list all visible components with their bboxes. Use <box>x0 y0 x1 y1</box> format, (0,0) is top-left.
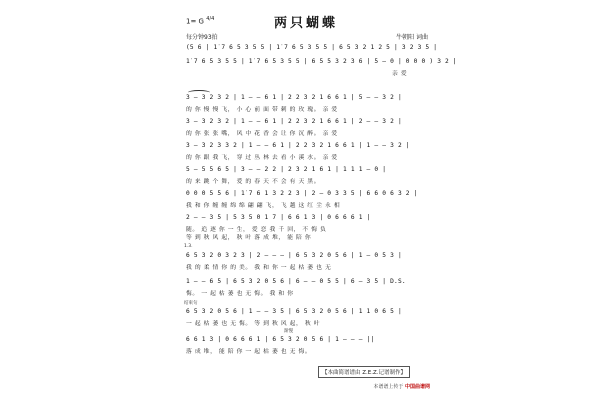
system-5-lyric: 我 和 你 缠 缠 绵 绵 翩 翩 飞， 飞 越 这 红 尘 永 相 <box>186 203 341 209</box>
transcriber-credit: 【本曲简谱谱由 Z.E.Z.记谱制作】 <box>318 366 410 378</box>
system-6-notes: 2 – – 3 5 | 5 3 5 0 1 7 | 6 6 1 3 | 0 6 6 6 1 | <box>186 214 371 221</box>
system-7-notes: 6 5 3 2 0 3 2 3 | 2 – – – | 6 5 3 2 0 5 6 | 1 – 0 5 3 | <box>186 252 402 259</box>
system-9-notes: 6 5 3 2 0 5 6 | 1 – – 3 5 | 6 5 3 2 0 5 6 | 1 1 0 6 5 | <box>186 308 402 315</box>
composer-credit: 牛朝阳 词曲 <box>396 34 428 41</box>
system-1-notes: 3 – 3 2 3 2 | 1 – – 6 1 | 2 2 3 2 1 6 6 1 | 5 – – 3 2 | <box>186 94 402 101</box>
system-7-lyric: 我 的 柔 情 你 的 美。 我 和 你 一 起 枯 萎 也 无 <box>186 265 332 271</box>
system-8-lyric: 悔。 一 起 枯 萎 也 无 悔。 我 和 你 <box>186 291 294 297</box>
tempo-change-marker: 渐慢 <box>284 329 293 334</box>
system-6-lyric-1: 随。 追 逐 你 一 生， 爱 恋 我 千 回， 不 悔 负 <box>186 227 327 233</box>
system-9-lyric: 一 起 枯 萎 也 无 悔。 等 到 秋 风 起， 秋 叶 <box>186 321 321 327</box>
volta-marker: 1.3. <box>184 244 193 249</box>
tempo-marking: 每分钟93拍 <box>186 34 218 41</box>
intro-notes-2: 1̇ 7 6 5 3 5 5 | 1̇ 7 6 5 3 5 5 | 6 5 5 3 2 3 6 | 5 – 0 | 0 0 0 ) 3 2 | <box>186 58 457 65</box>
system-8-notes: 1 – – 6 5 | 6 5 3 2 0 5 6 | 6 – – 0 5 5 | 6 – 3 5 | D.S. <box>186 278 406 285</box>
score-title: 两只蝴蝶 <box>273 16 338 31</box>
score-sheet <box>180 10 457 394</box>
system-4-notes: 5 – 5 5 6 5 | 3 – – 2 2 | 2 3 2 1 6 1 | 1 1 1 – 0 | <box>186 166 387 173</box>
intro-lyric: 亲 爱 <box>392 71 408 77</box>
system-10-lyric: 落 成 堆， 能 陪 你 一 起 枯 萎 也 无 悔。 <box>186 349 312 355</box>
system-1-lyric: 的 你 慢 慢 飞， 小 心 前 面 带 刺 的 玫 瑰。 亲 爱 <box>186 107 338 113</box>
system-6-lyric-2: 等 到 秋 风 起， 秋 叶 落 成 堆， 能 陪 你 <box>186 235 312 241</box>
key-signature <box>186 16 214 25</box>
ending-marker: 结束句 <box>184 301 198 306</box>
intro-notes-1: (5 6 | 1̇ 7 6 5 3 5 5 | 1̇ 7 6 5 3 5 5 | 6 5 3 2 1 2 5 | 3 2 3 5 | <box>186 44 438 51</box>
time-signature: 4/4 <box>206 16 215 22</box>
key-label: 1= G <box>186 17 204 26</box>
system-3-notes: 3 – 3 2 3 3 2 | 1 – – 6 1 | 2 2 3 2 1 6 6 1 | 1 – – 3 2 | <box>186 142 410 149</box>
system-2-notes: 3 – 3 2 3 2 | 1 – – 6 1 | 2 2 3 2 1 6 6 1 | 2 – – 3 2 | <box>186 118 402 125</box>
system-2-lyric: 的 你 张 张 嘴， 风 中 花 香 会 让 你 沉 醉。 亲 爱 <box>186 131 338 137</box>
system-5-notes: 0 0 0 5 5 6 | 1̇ 7 6 1 3 2 2 3 | 2 – 0 3 3 5 | 6 6 0 6 3 2 | <box>186 190 418 197</box>
site-brand[interactable]: 中国曲谱网 <box>404 384 430 390</box>
system-4-lyric: 的 来 跳 个 舞， 爱 的 春 天 不 会 有 天 黑。 <box>186 179 321 185</box>
upload-credit <box>373 383 430 390</box>
upload-prefix: 本谱谱上传于 <box>373 384 404 390</box>
system-10-notes: 6 6 1 3 | 0 6 6 6 1 | 6 5 3 2 0 5 6 | 1 – – – || <box>186 336 375 343</box>
system-3-lyric: 的 你 跟 我 飞， 穿 过 丛 林 去 看 小 溪 水。 亲 爱 <box>186 155 338 161</box>
